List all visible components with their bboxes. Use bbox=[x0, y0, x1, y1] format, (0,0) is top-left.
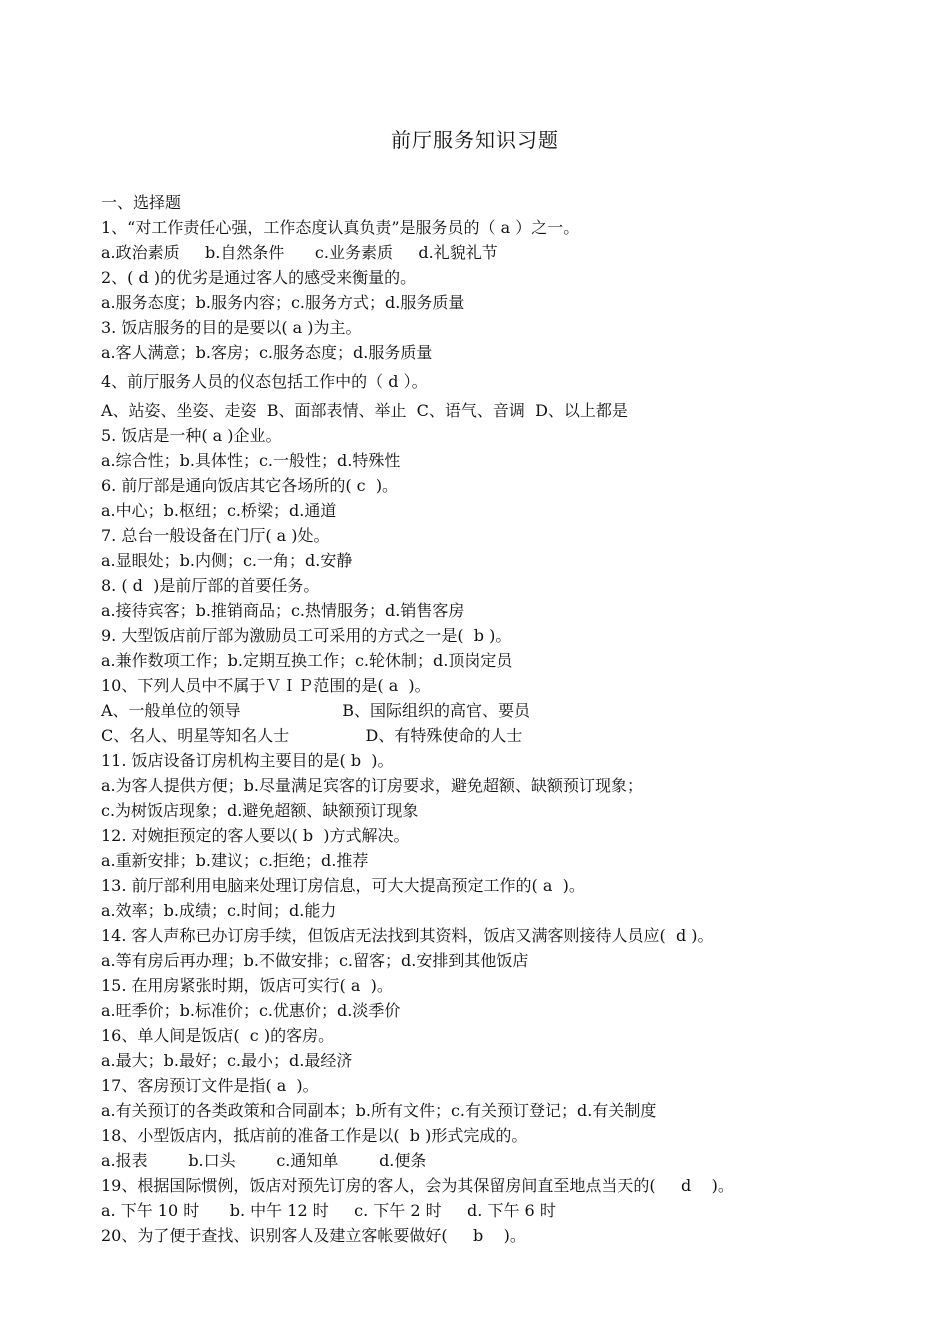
text-line: a.中心；b.枢纽；c.桥梁；d.通道 bbox=[101, 501, 337, 520]
text-line: A、一般单位的领导 B、国际组织的高官、要员 bbox=[101, 701, 531, 720]
text-line: 9. 大型饭店前厅部为激励员工可采用的方式之一是( b )。 bbox=[101, 626, 512, 645]
text-line: a.兼作数项工作；b.定期互换工作；c.轮休制；d.顶岗定员 bbox=[101, 651, 513, 670]
text-line: 18、小型饭店内，抵店前的准备工作是以( b )形式完成的。 bbox=[101, 1126, 528, 1145]
text-line: 20、为了便于查找、识别客人及建立客帐要做好( b )。 bbox=[101, 1226, 526, 1245]
text-line: 6. 前厅部是通向饭店其它各场所的( c )。 bbox=[101, 476, 399, 495]
page-title: 前厅服务知识习题 bbox=[391, 128, 559, 152]
text-line: a.接待宾客；b.推销商品；c.热情服务；d.销售客房 bbox=[101, 601, 465, 620]
text-line: a.最大；b.最好；c.最小；d.最经济 bbox=[101, 1051, 353, 1070]
text-line: a.重新安排；b.建议；c.拒绝；d.推荐 bbox=[101, 851, 369, 870]
text-line: a. 下午 10 时 b. 中午 12 时 c. 下午 2 时 d. 下午 6 时 bbox=[101, 1201, 556, 1220]
text-line: 11. 饭店设备订房机构主要目的是( b )。 bbox=[101, 751, 394, 770]
text-line: 1、“对工作责任心强，工作态度认真负责”是服务员的（ a ）之一。 bbox=[101, 218, 580, 237]
text-line: a.有关预订的各类政策和合同副本；b.所有文件；c.有关预订登记；d.有关制度 bbox=[101, 1101, 657, 1120]
text-line: 15. 在用房紧张时期，饭店可实行( a )。 bbox=[101, 976, 393, 995]
text-line: a.等有房后再办理；b.不做安排；c.留客；d.安排到其他饭店 bbox=[101, 951, 529, 970]
text-line: a.为客人提供方便；b.尽量满足宾客的订房要求，避免超额、缺额预订现象； bbox=[101, 776, 643, 795]
text-line: 7. 总台一般设备在门厅( a )处。 bbox=[101, 526, 330, 545]
text-line: 3. 饭店服务的目的是要以( a )为主。 bbox=[101, 318, 362, 337]
text-line: 12. 对婉拒预定的客人要以( b )方式解决。 bbox=[101, 826, 410, 845]
text-line: A、站姿、坐姿、走姿 B、面部表情、举止 C、语气、音调 D、以上都是 bbox=[101, 401, 628, 420]
text-line: a.旺季价；b.标准价；c.优惠价；d.淡季价 bbox=[101, 1001, 401, 1020]
text-line: a.显眼处；b.内侧；c.一角；d.安静 bbox=[101, 551, 353, 570]
text-line: 2、( d )的优劣是通过客人的感受来衡量的。 bbox=[101, 268, 417, 287]
text-line: a.服务态度；b.服务内容；c.服务方式；d.服务质量 bbox=[101, 293, 465, 312]
text-line: C、名人、明星等知名人士 D、有特殊使命的人士 bbox=[101, 726, 523, 745]
section-heading: 一、选择题 bbox=[101, 193, 182, 212]
text-line: 8. ( d )是前厅部的首要任务。 bbox=[101, 576, 320, 595]
text-line: a.效率；b.成绩；c.时间；d.能力 bbox=[101, 901, 337, 920]
text-line: 19、根据国际惯例，饭店对预先订房的客人，会为其保留房间直至地点当天的( d )。 bbox=[101, 1176, 734, 1195]
text-line: 13. 前厅部利用电脑来处理订房信息，可大大提高预定工作的( a )。 bbox=[101, 876, 585, 895]
text-line: a.报表 b.口头 c.通知单 d.便条 bbox=[101, 1151, 427, 1170]
question-list bbox=[101, 190, 901, 1248]
text-line: 14. 客人声称已办订房手续，但饭店无法找到其资料，饭店又满客则接待人员应( d )。 bbox=[101, 926, 714, 945]
text-line: 17、客房预订文件是指( a )。 bbox=[101, 1076, 319, 1095]
text-line: 10、下列人员中不属于ＶＩＰ范围的是( a )。 bbox=[101, 676, 431, 695]
text-line: 16、单人间是饭店( c )的客房。 bbox=[101, 1026, 335, 1045]
text-line: a.政治素质 b.自然条件 c.业务素质 d.礼貌礼节 bbox=[101, 243, 498, 262]
text-line: 4、前厅服务人员的仪态包括工作中的（ d ）。 bbox=[101, 372, 428, 391]
text-line: 5. 饭店是一种( a )企业。 bbox=[101, 426, 282, 445]
text-line: c.为树饭店现象；d.避免超额、缺额预订现象 bbox=[101, 801, 419, 820]
text-line: a.综合性；b.具体性；c.一般性；d.特殊性 bbox=[101, 451, 401, 470]
text-line: a.客人满意；b.客房；c.服务态度；d.服务质量 bbox=[101, 343, 433, 362]
